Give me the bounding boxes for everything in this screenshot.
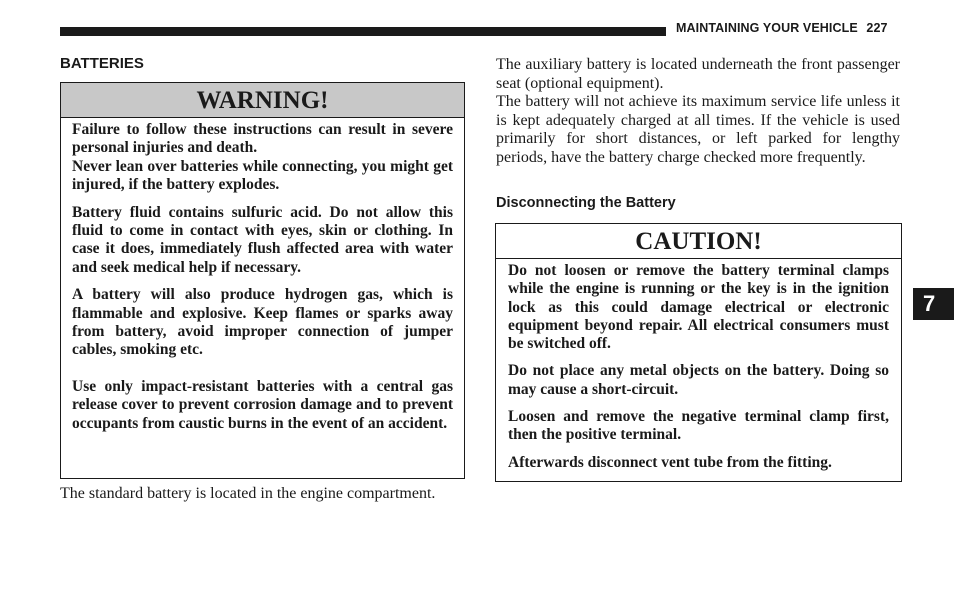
body-paragraph: The auxiliary battery is located underneath the front passenger seat (optional equipment). xyxy=(496,56,900,92)
warning-paragraph: Use only impact-resistant batteries with a central gas release cover to prevent corrosion damage and to prevent occupants from caustic burns in the event of an accident. xyxy=(72,377,453,432)
warning-box xyxy=(60,82,465,479)
page-number: 227 xyxy=(866,21,888,35)
caution-body xyxy=(496,259,901,472)
warning-paragraph: A battery will also produce hydrogen gas, which is flammable and explosive. Keep flames or sparks away from battery, avoid improper connection of jumper cables, smoking etc. xyxy=(72,286,453,359)
right-body-text xyxy=(496,56,900,167)
caution-paragraph: Do not loosen or remove the battery terminal clamps while the engine is running or the key is in the ignition lock as this could damage electrical or electronic equipment beyond repair. All electrical consumers must be switched off. xyxy=(508,262,889,353)
caution-box xyxy=(495,223,902,482)
caution-paragraph: Do not place any metal objects on the battery. Doing so may cause a short-circuit. xyxy=(508,362,889,398)
chapter-tab: 7 xyxy=(913,288,954,320)
caution-paragraph: Afterwards disconnect vent tube from the fitting. xyxy=(508,453,832,471)
section-heading: BATTERIES xyxy=(60,55,144,72)
subheading: Disconnecting the Battery xyxy=(496,195,676,211)
caution-paragraph: Loosen and remove the negative terminal clamp first, then the positive terminal. xyxy=(508,408,889,444)
body-paragraph: The battery will not achieve its maximum service life unless it is kept adequately charged at all times. If the vehicle is used primarily for short distances, or left parked for lengthy periods, have the battery charge checked more frequently. xyxy=(496,93,900,166)
warning-paragraph: Battery fluid contains sulfuric acid. Do not allow this fluid to come in contact with eyes, skin or clothing. In case it does, immediately flush affected area with water and seek medical help if necessary. xyxy=(72,203,453,276)
warning-paragraph: Never lean over batteries while connecting, you might get injured, if the battery explodes. xyxy=(72,157,453,194)
warning-body xyxy=(61,118,464,433)
warning-paragraph: Failure to follow these instructions can result in severe personal injuries and death. xyxy=(72,121,453,157)
caution-title: CAUTION! xyxy=(496,224,901,259)
left-body-text: The standard battery is located in the engine compartment. xyxy=(60,485,436,502)
running-title: MAINTAINING YOUR VEHICLE xyxy=(676,21,858,35)
warning-title: WARNING! xyxy=(61,83,464,118)
running-header xyxy=(676,21,888,35)
header-rule xyxy=(60,27,666,36)
